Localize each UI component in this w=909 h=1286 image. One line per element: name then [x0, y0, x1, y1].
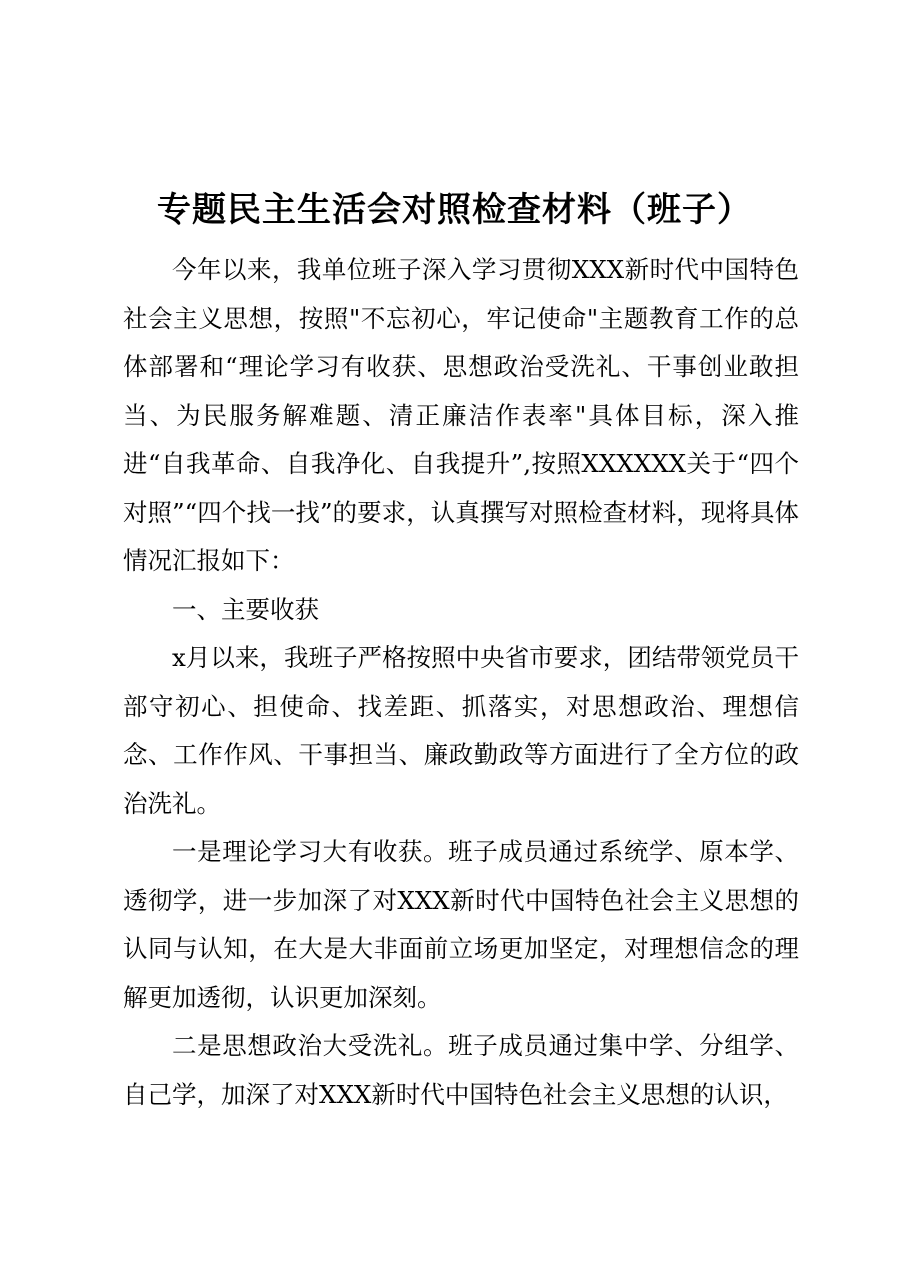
intro-paragraph: 今年以来，我单位班子深入学习贯彻XXX新时代中国特色社会主义思想，按照"不忘初心，牢记使命"主题教育工作的总体部署和“理论学习有收获、思想政治受洗礼、干事创业敢担当、为民服务解难题、清正廉洁作表率"具体目标，深入推进“自我革命、自我净化、自我提升”,按照XXXXXX关于“四个对照”“四个找一找”的要求，认真撰写对照检查材料，现将具体情况汇报如下：	[123, 255, 799, 575]
document-body	[123, 246, 799, 1119]
theory-study-paragraph: 一是理论学习大有收获。班子成员通过系统学、原本学、透彻学，进一步加深了对XXX新时代中国特色社会主义思想的认同与认知，在大是大非面前立场更加坚定，对理想信念的理解更加透彻，认识更加深刻。	[123, 837, 799, 1012]
section-heading-main-gains: 一、主要收获	[172, 594, 319, 624]
gains-overview-paragraph: x月以来，我班子严格按照中央省市要求，团结带领党员干部守初心、担使命、找差距、抓落实，对思想政治、理想信念、工作作风、干事担当、廉政勤政等方面进行了全方位的政治洗礼。	[123, 643, 799, 818]
document-title: 专题民主生活会对照检查材料（班子）	[157, 190, 752, 230]
political-baptism-paragraph: 二是思想政治大受洗礼。班子成员通过集中学、分组学、自己学，加深了对XXX新时代中国特色社会主义思想的认识，	[123, 1031, 799, 1109]
